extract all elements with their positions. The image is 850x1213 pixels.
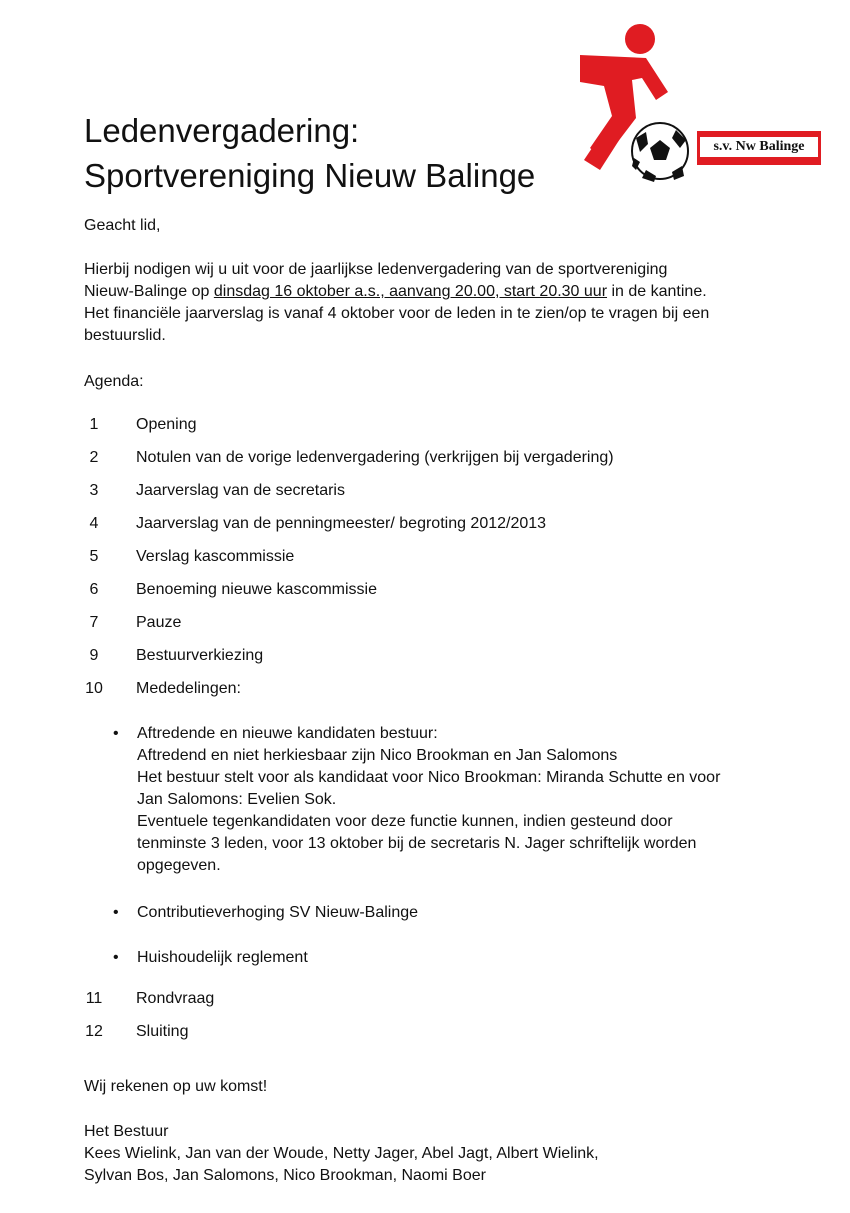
agenda-item-number: 11 <box>85 990 103 1007</box>
intro-line-2 <box>84 281 709 303</box>
agenda-item-label: Rondvraag <box>136 990 215 1007</box>
intro-line-3: Het financiële jaarverslag is vanaf 4 oktober voor de leden in te zien/op te vragen bij een <box>84 305 710 322</box>
signature-names-line-2: Sylvan Bos, Jan Salomons, Nico Brookman, Naomi Boer <box>84 1167 486 1184</box>
agenda-item-label: Jaarverslag van de secretaris <box>136 482 345 499</box>
closing-line: Wij rekenen op uw komst! <box>84 1078 268 1095</box>
announcement-candidates <box>137 723 720 877</box>
signature-heading: Het Bestuur <box>84 1123 169 1140</box>
announcement-line: Aftredend en niet herkiesbaar zijn Nico Brookman en Jan Salomons <box>137 747 618 764</box>
signature-names-line-1: Kees Wielink, Jan van der Woude, Netty Jager, Abel Jagt, Albert Wielink, <box>84 1145 599 1162</box>
agenda-item-number: 6 <box>89 581 99 598</box>
agenda-item-number: 10 <box>85 680 103 697</box>
agenda-item-label: Sluiting <box>136 1023 189 1040</box>
agenda-heading: Agenda: <box>84 373 144 390</box>
meeting-date-time: dinsdag 16 oktober a.s., aanvang 20.00, start 20.30 uur <box>213 283 608 300</box>
intro-line-4: bestuurslid. <box>84 327 166 344</box>
announcement-regulations: Huishoudelijk reglement <box>137 949 308 966</box>
bullet-icon: • <box>113 725 119 742</box>
agenda-item-number: 3 <box>89 482 99 499</box>
agenda-item-label: Bestuurverkiezing <box>136 647 264 664</box>
announcement-contribution: Contributieverhoging SV Nieuw-Balinge <box>137 904 419 921</box>
signature <box>84 1121 599 1187</box>
agenda-item-number: 2 <box>89 449 99 466</box>
agenda-item-number: 5 <box>89 548 99 565</box>
agenda-item-number: 1 <box>89 416 99 433</box>
agenda-item-number: 7 <box>89 614 99 631</box>
soccer-ball-icon <box>632 123 688 182</box>
intro-line-1: Hierbij nodigen wij u uit voor de jaarlijkse ledenvergadering van de sportvereniging <box>84 261 668 278</box>
title-line-2: Sportvereniging Nieuw Balinge <box>84 157 536 194</box>
agenda-item-number: 12 <box>85 1023 103 1040</box>
agenda-item-number: 9 <box>89 647 99 664</box>
intro-line-2-start: Nieuw-Balinge op <box>84 283 214 300</box>
agenda-item-label: Benoeming nieuwe kascommissie <box>136 581 377 598</box>
agenda-item-label: Mededelingen: <box>136 680 241 697</box>
agenda-item-label: Jaarverslag van de penningmeester/ begroting 2012/2013 <box>136 515 547 532</box>
agenda-item-label: Opening <box>136 416 197 433</box>
agenda-item-number: 4 <box>89 515 99 532</box>
announcement-line: Jan Salomons: Evelien Sok. <box>137 791 337 808</box>
announcement-line: Het bestuur stelt voor als kandidaat voor Nico Brookman: Miranda Schutte en voor <box>137 769 721 786</box>
title-line-1: Ledenvergadering: <box>84 112 360 149</box>
bullet-icon: • <box>113 904 119 921</box>
announcement-line: opgegeven. <box>137 857 221 874</box>
page-title <box>84 108 535 198</box>
bullet-icon: • <box>113 949 119 966</box>
agenda-item-label: Verslag kascommissie <box>136 548 295 565</box>
greeting: Geacht lid, <box>84 217 161 234</box>
announcement-line: Eventuele tegenkandidaten voor deze functie kunnen, indien gesteund door <box>137 813 673 830</box>
agenda-item-label: Pauze <box>136 614 182 631</box>
announcement-line: tenminste 3 leden, voor 13 oktober bij de secretaris N. Jager schriftelijk worden <box>137 835 697 852</box>
intro-line-2-end: in de kantine. <box>607 283 707 300</box>
intro-paragraph <box>84 259 709 347</box>
agenda-item-label: Notulen van de vorige ledenvergadering (verkrijgen bij vergadering) <box>136 449 614 466</box>
announcement-line: Aftredende en nieuwe kandidaten bestuur: <box>137 725 438 742</box>
club-name-badge: s.v. Nw Balinge <box>697 131 821 165</box>
